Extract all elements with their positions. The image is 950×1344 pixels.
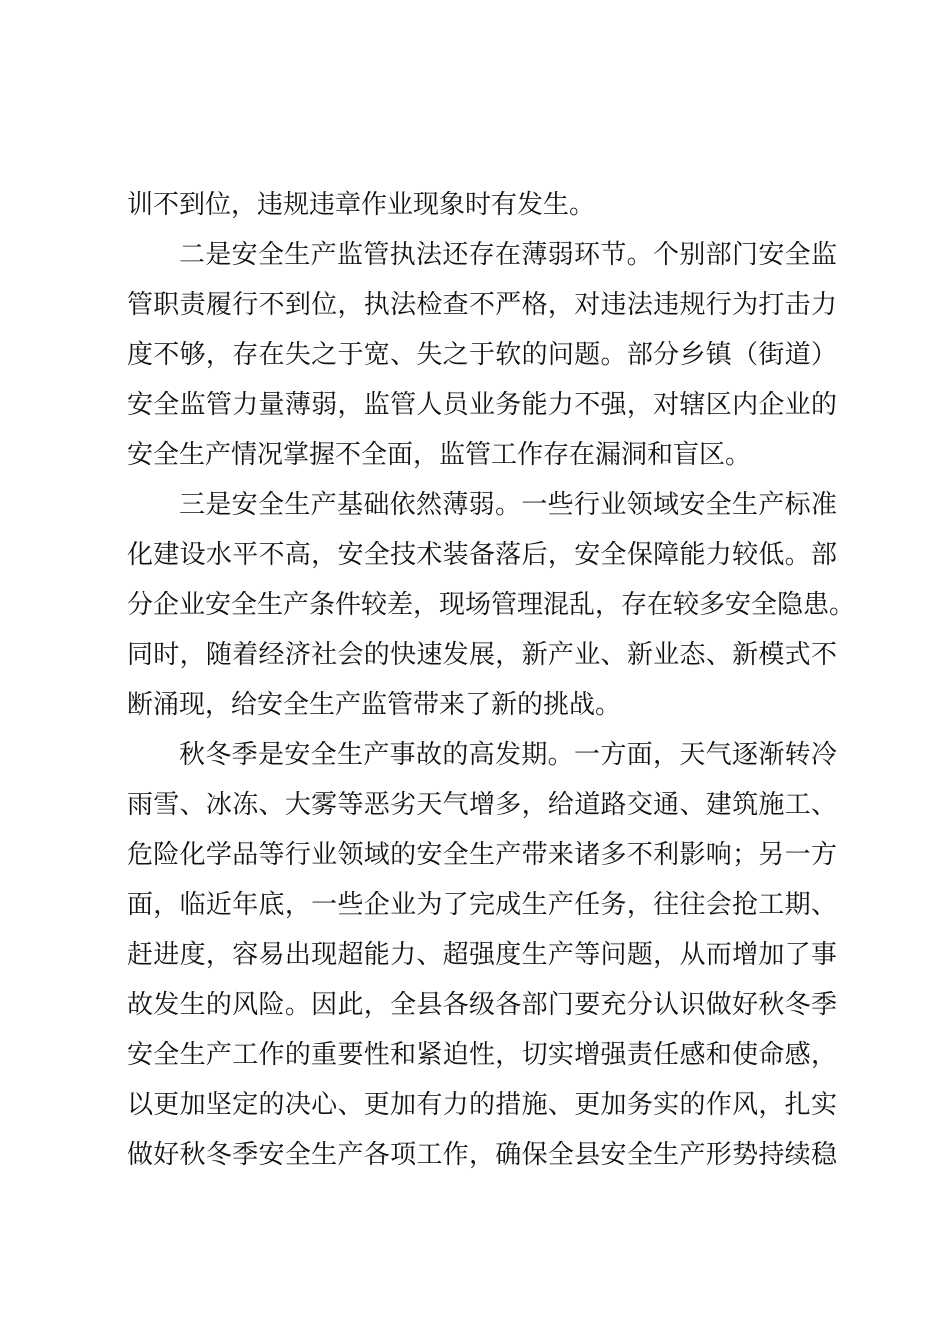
text-line: 安全监管力量薄弱，监管人员业务能力不强，对辖区内企业的 (127, 390, 837, 420)
text-line: 断涌现，给安全生产监管带来了新的挑战。 (127, 690, 622, 720)
text-line: 分企业安全生产条件较差，现场管理混乱，存在较多安全隐患。 (127, 590, 856, 620)
text-line: 故发生的风险。因此，全县各级各部门要充分认识做好秋冬季 (127, 990, 837, 1020)
text-line: 以更加坚定的决心、更加有力的措施、更加务实的作风，扎实 (127, 1090, 837, 1120)
text-line: 化建设水平不高，安全技术装备落后，安全保障能力较低。部 (127, 540, 837, 570)
text-line: 安全生产工作的重要性和紧迫性，切实增强责任感和使命感， (127, 1040, 837, 1070)
text-line: 做好秋冬季安全生产各项工作，确保全县安全生产形势持续稳 (127, 1140, 837, 1170)
text-line: 安全生产情况掌握不全面，监管工作存在漏洞和盲区。 (127, 440, 752, 470)
text-line: 度不够，存在失之于宽、失之于软的问题。部分乡镇（街道） (127, 340, 837, 370)
text-line: 同时，随着经济社会的快速发展，新产业、新业态、新模式不 (127, 640, 837, 670)
text-line: 训不到位，违规违章作业现象时有发生。 (127, 190, 596, 220)
text-line: 二是安全生产监管执法还存在薄弱环节。个别部门安全监 (179, 240, 837, 270)
text-line: 危险化学品等行业领域的安全生产带来诸多不利影响；另一方 (127, 840, 837, 870)
text-line: 面，临近年底，一些企业为了完成生产任务，往往会抢工期、 (127, 890, 837, 920)
text-line: 赶进度，容易出现超能力、超强度生产等问题，从而增加了事 (127, 940, 837, 970)
text-line: 雨雪、冰冻、大雾等恶劣天气增多，给道路交通、建筑施工、 (127, 790, 837, 820)
text-line: 三是安全生产基础依然薄弱。一些行业领域安全生产标准 (179, 490, 837, 520)
body-text (127, 180, 856, 1180)
text-line: 管职责履行不到位，执法检查不严格，对违法违规行为打击力 (127, 290, 837, 320)
text-line: 秋冬季是安全生产事故的高发期。一方面，天气逐渐转冷 (179, 740, 837, 770)
